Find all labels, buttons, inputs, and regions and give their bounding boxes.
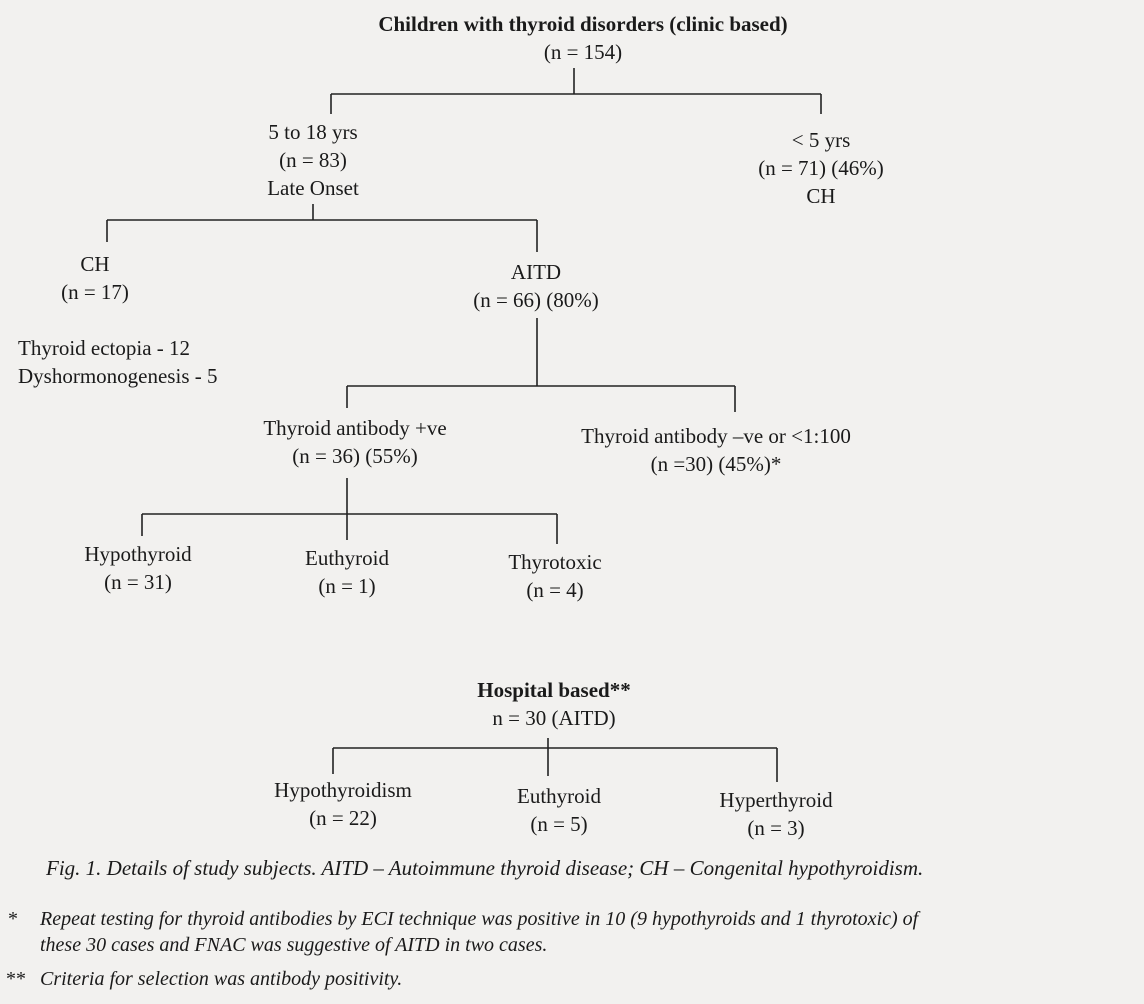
late-onset-label: Late Onset xyxy=(267,176,359,200)
ch-node xyxy=(61,250,129,306)
aitd-label: AITD xyxy=(510,260,562,284)
aitd-count: (n = 66) (80%) xyxy=(473,288,599,312)
euthyroid-label: Euthyroid xyxy=(305,546,389,570)
hospital-euthyroid-label: Euthyroid xyxy=(517,784,601,808)
footnote-single-asterisk xyxy=(8,906,919,958)
thyrotoxic-node xyxy=(508,548,601,604)
ch-detail-dyshormonogenesis: Dyshormonogenesis - 5 xyxy=(18,364,218,388)
ch-count: (n = 17) xyxy=(61,280,129,304)
root-title: Children with thyroid disorders (clinic based) xyxy=(378,12,788,36)
antibody-positive-count: (n = 36) (55%) xyxy=(292,444,418,468)
hospital-euthyroid-node xyxy=(517,782,601,838)
footnote-line: Repeat testing for thyroid antibodies by ECI technique was positive in 10 (9 hypothyroids and 1 thyrotoxic) of xyxy=(40,908,919,930)
euthyroid-node xyxy=(305,544,389,600)
hospital-node xyxy=(477,676,630,732)
hypothyroid-node xyxy=(84,540,191,596)
hospital-title: Hospital based** xyxy=(477,678,631,702)
thyrotoxic-label: Thyrotoxic xyxy=(508,550,602,574)
antibody-positive-label: Thyroid antibody +ve xyxy=(263,416,447,440)
thyrotoxic-count: (n = 4) xyxy=(526,578,584,602)
hypothyroidism-count: (n = 22) xyxy=(309,806,377,830)
ch-details xyxy=(18,334,217,390)
under5-label: CH xyxy=(806,184,836,208)
root-count: (n = 154) xyxy=(543,40,623,64)
antibody-negative-label: Thyroid antibody –ve or <1:100 xyxy=(581,424,851,448)
hospital-euthyroid-count: (n = 5) xyxy=(530,812,588,836)
late-onset-node xyxy=(267,118,359,202)
antibody-positive-node xyxy=(263,414,446,470)
footnote-line: Criteria for selection was antibody positivity. xyxy=(40,968,403,990)
under5-age: < 5 yrs xyxy=(791,128,851,152)
hypothyroid-label: Hypothyroid xyxy=(84,542,192,566)
late-onset-count: (n = 83) xyxy=(279,148,347,172)
footnote-double-asterisk xyxy=(6,966,403,992)
aitd-node xyxy=(473,258,599,314)
footnote-mark: ** xyxy=(6,968,26,990)
footnote-line: these 30 cases and FNAC was suggestive of AITD in two cases. xyxy=(40,934,548,956)
antibody-negative-node xyxy=(581,422,851,478)
antibody-negative-count: (n =30) (45%)* xyxy=(650,452,782,476)
hyperthyroid-node xyxy=(719,786,832,842)
hypothyroid-count: (n = 31) xyxy=(104,570,172,594)
hospital-count: n = 30 (AITD) xyxy=(492,706,616,730)
figure-caption: Fig. 1. Details of study subjects. AITD – Autoimmune thyroid disease; CH – Congenital hypothyroidism. xyxy=(46,856,924,880)
under5-count: (n = 71) (46%) xyxy=(758,156,884,180)
hyperthyroid-label: Hyperthyroid xyxy=(719,788,833,812)
euthyroid-count: (n = 1) xyxy=(318,574,376,598)
late-onset-age: 5 to 18 yrs xyxy=(268,120,358,144)
root-node xyxy=(378,10,787,66)
under5-node xyxy=(758,126,884,210)
footnote-mark: * xyxy=(8,908,18,930)
ch-detail-ectopia: Thyroid ectopia - 12 xyxy=(18,336,191,360)
hyperthyroid-count: (n = 3) xyxy=(747,816,805,840)
hypothyroidism-label: Hypothyroidism xyxy=(274,778,412,802)
hypothyroidism-node xyxy=(274,776,412,832)
ch-label: CH xyxy=(80,252,110,276)
